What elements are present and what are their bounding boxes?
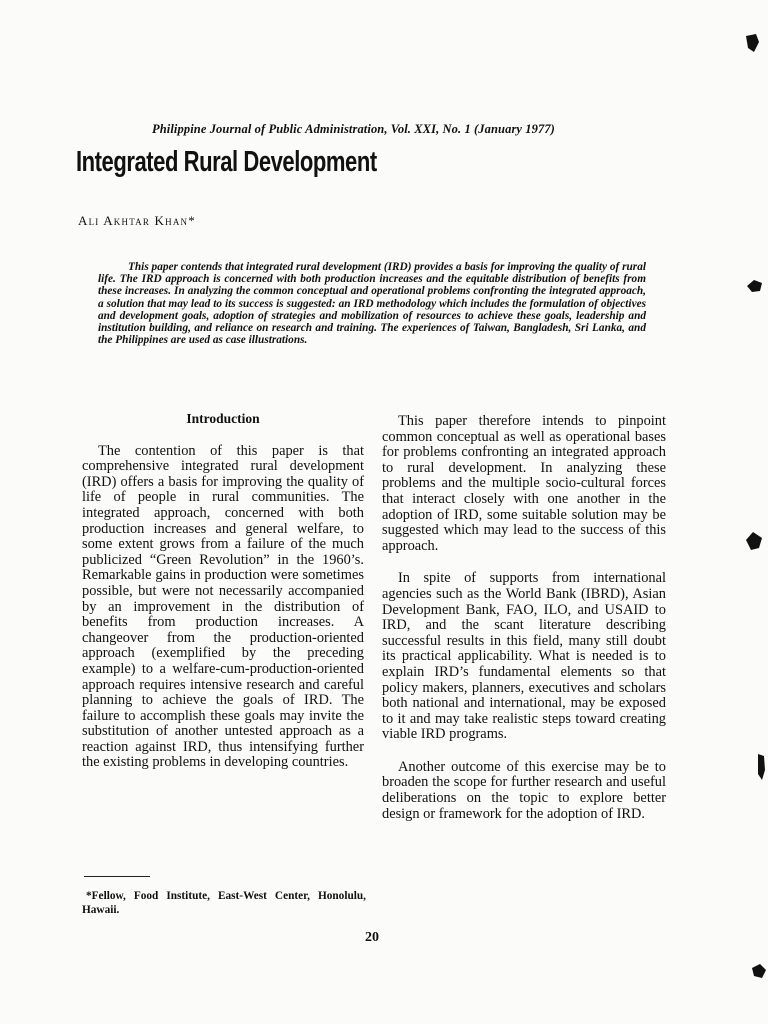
ink-blot-mark <box>748 960 768 982</box>
body-paragraph: This paper therefore intends to pinpoint common conceptual as well as operational bases for problems confronting an integrated approach to rural development. In analyzing these problems and the multiple socio-cultural forces that interact closely with one another in the adoption of IRD, some suitable solution may be suggested which may lead to the success of this approach. <box>382 413 666 554</box>
ink-blot-mark <box>752 752 768 784</box>
body-paragraph: The contention of this paper is that comprehensive integrated rural development (IRD) offers a basis for improving the quality of life of people in rural communities. The integrated approach, concerned with both production increases and general welfare, to some extent grows from a failure of the much publicized “Green Revolution” in the 1960’s. Remarkable gains in production were sometimes possible, but were not necessarily accompanied by an improvement in the distribution of benefits from production increases. A changeover from the production-oriented approach (exemplified by the preceding example) to a welfare-cum-production-oriented approach requires intensive research and careful planning to achieve the goals of IRD. The failure to accomplish these goals may invite the substitution of another untested approach as a reaction against IRD, thus intensifying further the existing problems in developing countries. <box>82 442 364 771</box>
section-heading: Introduction <box>186 411 260 426</box>
journal-citation: Philippine Journal of Public Administration, Vol. XXI, No. 1 (January 1977) <box>152 122 555 136</box>
ink-blot-mark <box>740 30 764 60</box>
footnote: *Fellow, Food Institute, East-West Center, Honolulu, Hawaii. <box>82 890 366 916</box>
ink-blot-mark <box>742 528 766 556</box>
author-name: Ali Akhtar Khan* <box>78 213 196 228</box>
page-number: 20 <box>365 930 379 945</box>
right-column <box>382 414 666 822</box>
left-column <box>82 411 364 771</box>
article-title: Integrated Rural Development <box>76 146 377 178</box>
body-paragraph: Another outcome of this exercise may be to broaden the scope for further research and useful deliberations on the topic to explore better design or framework for the adoption of IRD. <box>382 758 666 822</box>
footnote-divider <box>84 876 150 877</box>
abstract: This paper contends that integrated rural development (IRD) provides a basis for improving the quality of rural life. The IRD approach is concerned with both production increases and the equitable distribution of benefits from these increases. In analyzing the common conceptual and operational problems confronting the integrated approach, a solution that may lead to its success is suggested: an IRD methodology which includes the formulation of objectives and development goals, adoption of strategies and mobilization of resources to achieve these goals, leadership and institution building, and reliance on research and training. The experiences of Taiwan, Bangladesh, Sri Lanka, and the Philippines are used as case illustrations. <box>98 261 646 347</box>
ink-blot-mark <box>744 274 766 298</box>
body-paragraph: In spite of supports from international agencies such as the World Bank (IBRD), Asian Development Bank, FAO, ILO, and USAID to IRD, and the scant literature describing successful results in this field, many still doubt its practical applicability. What is needed is to explain IRD’s fundamental elements so that policy makers, planners, executives and scholars both national and international, may be exposed to it and may take realistic steps toward creating viable IRD programs. <box>382 570 666 743</box>
